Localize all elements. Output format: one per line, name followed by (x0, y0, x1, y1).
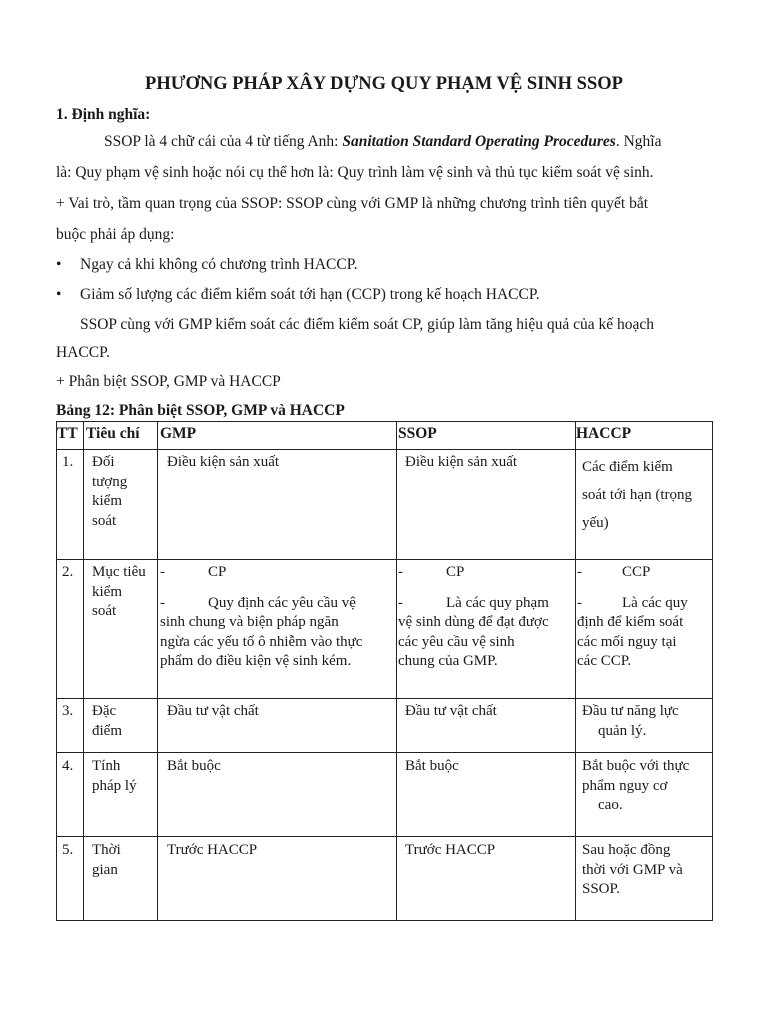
cell-ssop: Trước HACCP (405, 842, 496, 858)
definition-paragraph-line1 (104, 133, 661, 151)
table-header-criteria: Tiêu chí (86, 425, 140, 442)
row-number: 1. (62, 454, 74, 470)
section-heading-definition: 1. Định nghĩa: (56, 106, 151, 123)
cell-gmp-text (160, 613, 362, 672)
cell-gmp-cp: CP (208, 564, 227, 580)
cell-haccp-line: Là các quy (622, 595, 688, 611)
row-criteria (92, 702, 122, 741)
table-border-top (56, 421, 713, 422)
table-border-left (56, 421, 57, 921)
role-paragraph-line2: buộc phải áp dụng: (56, 226, 175, 243)
criteria-line: Thời (92, 842, 121, 858)
distinguish-heading: + Phân biệt SSOP, GMP và HACCP (56, 373, 281, 390)
table-row-divider (56, 698, 713, 699)
table-row-divider (56, 836, 713, 837)
haccp-line: quản lý. (598, 722, 647, 739)
criteria-line: kiểm (92, 583, 122, 600)
gmp-line: phẩm do điều kiện vệ sinh kém. (160, 653, 352, 669)
dash: - (160, 564, 165, 580)
row-criteria (92, 453, 127, 531)
cell-ssop-cp: CP (446, 564, 465, 580)
table-header-gmp: GMP (160, 425, 197, 442)
table-col-divider (396, 421, 397, 921)
definition-term: Sanitation Standard Operating Procedures (342, 133, 616, 150)
dash: - (398, 595, 403, 611)
ssop-line: chung của GMP. (398, 653, 498, 669)
haccp-line: Bắt buộc với thực (582, 758, 690, 774)
definition-text-end: . Nghĩa (615, 133, 662, 150)
cell-gmp: Điều kiện sản xuất (167, 454, 280, 470)
haccp-line: Các điểm kiểm (582, 459, 673, 475)
cell-haccp-text (577, 613, 683, 672)
criteria-line: tượng (92, 473, 128, 490)
cell-ssop-text (398, 613, 549, 672)
ssop-paragraph-line1: SSOP cùng với GMP kiểm soát các điểm kiểm soát CP, giúp làm tăng hiệu quả của kế hoạch (80, 316, 654, 333)
table-row-divider (56, 449, 713, 450)
criteria-line: soát (92, 603, 117, 619)
ssop-line: các yêu cầu vệ sinh (398, 633, 515, 650)
dash: - (398, 564, 403, 580)
criteria-line: điểm (92, 722, 122, 739)
table-header-ssop: SSOP (398, 425, 437, 442)
cell-haccp-ccp: CCP (622, 564, 651, 580)
table-row-divider (56, 752, 713, 753)
criteria-line: Đặc (92, 703, 117, 719)
criteria-line: kiểm (92, 493, 122, 509)
table-col-divider (83, 421, 84, 921)
haccp-line: cao. (598, 797, 623, 813)
criteria-line: soát (92, 512, 117, 529)
table-header-tt: TT (57, 425, 78, 442)
haccp-line: phẩm nguy cơ (582, 777, 668, 794)
definition-paragraph-line2: là: Quy phạm vệ sinh hoặc nói cụ thể hơn là: Quy trình làm vệ sinh và thủ tục kiểm soát vệ sinh. (56, 164, 654, 181)
haccp-line: yếu) (582, 515, 609, 531)
table-col-divider (157, 421, 158, 921)
row-number: 3. (62, 703, 74, 719)
criteria-line: pháp lý (92, 777, 137, 794)
dash: - (577, 564, 582, 580)
cell-haccp (582, 453, 692, 537)
haccp-line: các mối nguy tại (577, 633, 677, 650)
row-criteria (92, 757, 137, 796)
table-row-divider (56, 559, 713, 560)
cell-gmp: Bắt buộc (167, 758, 221, 774)
table-border-bottom (56, 920, 713, 921)
haccp-line: các CCP. (577, 653, 632, 669)
cell-ssop-line: Là các quy phạm (446, 595, 549, 611)
criteria-line: Đối (92, 454, 115, 470)
ssop-paragraph-line2: HACCP. (56, 344, 110, 361)
cell-ssop: Bắt buộc (405, 758, 459, 774)
criteria-line: Tính (92, 758, 121, 774)
gmp-line: ngừa các yếu tố ô nhiễm vào thực (160, 633, 363, 650)
bullet-glyph: • (56, 256, 62, 273)
bullet-item: Ngay cả khi không có chương trình HACCP. (80, 256, 358, 273)
table-header-haccp: HACCP (576, 425, 632, 442)
cell-ssop: Đầu tư vật chất (405, 703, 497, 719)
haccp-line: soát tới hạn (trọng (582, 487, 692, 503)
row-number: 4. (62, 758, 74, 774)
cell-haccp (582, 841, 683, 900)
row-number: 2. (62, 564, 74, 580)
ssop-line: vệ sinh dùng để đạt được (398, 614, 549, 630)
cell-gmp: Đầu tư vật chất (167, 703, 259, 719)
haccp-line: SSOP. (582, 881, 620, 897)
bullet-glyph: • (56, 286, 62, 303)
row-criteria (92, 841, 121, 880)
bullet-item: Giảm số lượng các điểm kiểm soát tới hạn (CCP) trong kế hoạch HACCP. (80, 286, 540, 303)
criteria-line: gian (92, 861, 118, 878)
dash: - (160, 595, 165, 611)
row-criteria (92, 563, 146, 622)
gmp-line: sinh chung và biện pháp ngăn (160, 614, 339, 630)
cell-gmp-line: Quy định các yêu cầu vệ (208, 595, 356, 611)
role-paragraph-line1: + Vai trò, tầm quan trọng của SSOP: SSOP cùng với GMP là những chương trình tiên quyết bắt (56, 195, 649, 212)
cell-haccp (582, 757, 689, 816)
haccp-line: Đầu tư năng lực (582, 703, 679, 719)
definition-text: SSOP là 4 chữ cái của 4 từ tiếng Anh: (104, 133, 343, 150)
cell-gmp: Trước HACCP (167, 842, 258, 858)
page-title: PHƯƠNG PHÁP XÂY DỰNG QUY PHẠM VỆ SINH SSOP (145, 74, 623, 94)
haccp-line: Sau hoặc đồng (582, 842, 671, 858)
cell-haccp (582, 702, 679, 741)
criteria-line: Mục tiêu (92, 564, 146, 580)
cell-ssop: Điều kiện sản xuất (405, 454, 518, 470)
dash: - (577, 595, 582, 611)
row-number: 5. (62, 842, 74, 858)
haccp-line: thời với GMP và (582, 861, 683, 878)
table-border-right (712, 421, 713, 921)
haccp-line: định để kiểm soát (577, 614, 684, 630)
table-col-divider (575, 421, 576, 921)
table-caption: Bảng 12: Phân biệt SSOP, GMP và HACCP (56, 402, 345, 419)
